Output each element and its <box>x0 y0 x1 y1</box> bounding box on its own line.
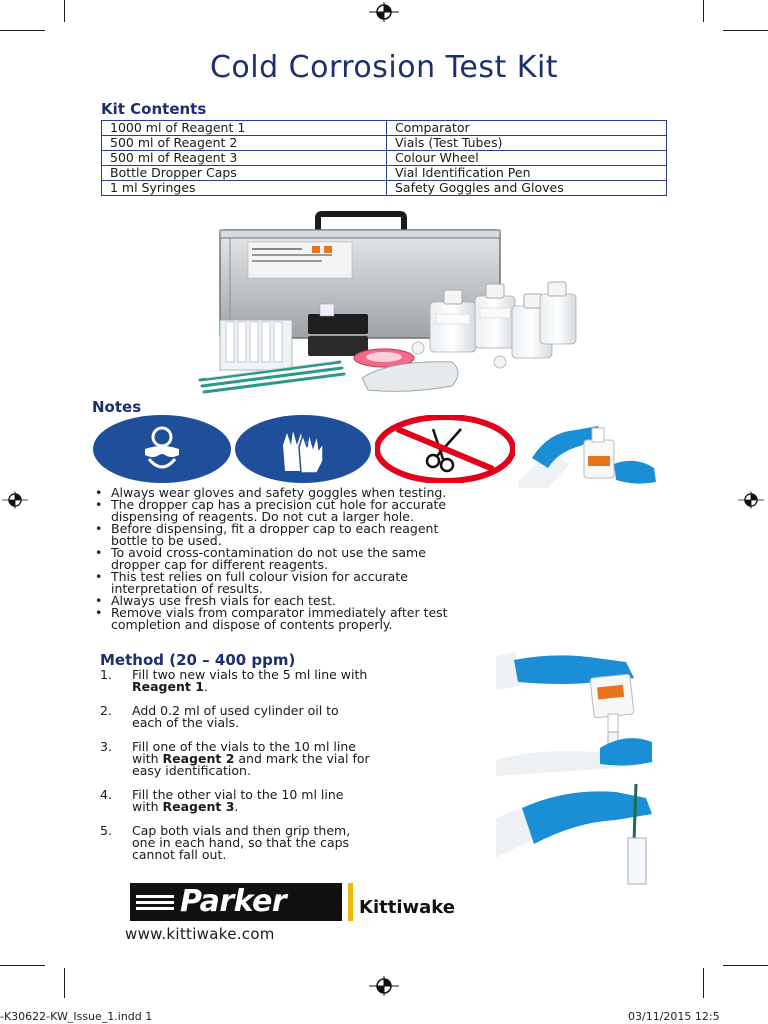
step-line: Fill the other vial to the 10 ml line <box>132 787 344 802</box>
crop-mark <box>0 30 45 31</box>
page-title: Cold Corrosion Test Kit <box>209 50 559 85</box>
note-line: This test relies on full colour vision for accurate <box>111 569 408 584</box>
note-line: dispensing of reagents. Do not cut a larger hole. <box>111 509 414 524</box>
gloves-icon <box>235 415 371 483</box>
note-line: Always wear gloves and safety goggles when testing. <box>111 485 447 500</box>
step-line: Cap both vials and then grip them, <box>132 823 351 838</box>
pouring-reagent-photo <box>496 652 656 776</box>
crosshair-icon <box>369 976 399 996</box>
step-text: with <box>132 799 163 814</box>
footer-filename: -K30622-KW_Issue_1.indd 1 <box>0 1010 153 1023</box>
step-line: easy identification. <box>132 763 251 778</box>
crop-mark <box>723 965 768 966</box>
bullet: • <box>95 485 103 500</box>
note-line: completion and dispose of contents properly. <box>111 617 393 632</box>
note-line: dropper cap for different reagents. <box>111 557 328 572</box>
crosshair-icon <box>738 490 764 510</box>
table-cell: 1 ml Syringes <box>102 181 387 196</box>
table-cell: 1000 ml of Reagent 1 <box>102 121 387 136</box>
step-line: Fill two new vials to the 5 ml line with <box>132 667 368 682</box>
crosshair-icon <box>369 2 399 22</box>
step-text: each of the vials. <box>132 715 240 730</box>
syringe-vial-photo <box>496 778 656 888</box>
list-item <box>100 705 485 741</box>
crop-mark <box>703 968 704 998</box>
note-line: To avoid cross-contamination do not use the same <box>111 545 426 560</box>
kit-contents-heading: Kit Contents <box>101 100 207 118</box>
table-cell: 500 ml of Reagent 2 <box>102 136 387 151</box>
dropper-bottle-photo <box>518 412 660 488</box>
reagent-name: Reagent 2 <box>162 751 235 766</box>
reagent-name: Reagent 3 <box>162 799 235 814</box>
parker-brand: Parker <box>180 884 287 919</box>
note-line: Remove vials from comparator immediately after test <box>111 605 448 620</box>
crop-mark <box>0 965 45 966</box>
bullet: • <box>95 497 103 512</box>
notes-list <box>95 487 655 631</box>
bullet: • <box>95 521 103 536</box>
website-url[interactable]: www.kittiwake.com <box>125 925 275 943</box>
step-number: 1. <box>100 667 112 682</box>
bullet: • <box>95 605 103 620</box>
no-scissors-icon <box>375 415 515 483</box>
step-number: 3. <box>100 739 112 754</box>
note-line: Always use fresh vials for each test. <box>111 593 336 608</box>
footer-timestamp: 03/11/2015 12:5 <box>628 1010 720 1023</box>
method-heading: Method (20 – 400 ppm) <box>100 651 296 669</box>
crosshair-icon <box>2 490 28 510</box>
crop-mark <box>703 0 704 22</box>
logo-divider <box>348 883 353 921</box>
crop-mark <box>64 968 65 998</box>
step-text: and mark the vial for <box>234 751 370 766</box>
step-number: 4. <box>100 787 112 802</box>
step-number: 2. <box>100 703 112 718</box>
bullet: • <box>95 569 103 584</box>
table-row <box>102 181 667 196</box>
method-steps <box>100 669 485 861</box>
list-item <box>100 825 485 861</box>
kit-photo <box>190 210 580 400</box>
list-item <box>100 669 485 705</box>
goggles-icon <box>93 415 231 483</box>
kit-contents-table <box>101 120 667 196</box>
table-cell: 500 ml of Reagent 3 <box>102 151 387 166</box>
list-item <box>95 571 655 595</box>
note-line: The dropper cap has a precision cut hole for accurate <box>111 497 447 512</box>
parker-logo <box>130 883 342 921</box>
step-number: 5. <box>100 823 112 838</box>
table-cell: Bottle Dropper Caps <box>102 166 387 181</box>
step-line: Add 0.2 ml of used cylinder oil to <box>132 703 339 718</box>
list-item <box>100 789 485 825</box>
parker-logo-mark <box>136 893 176 911</box>
table-cell: Colour Wheel <box>387 151 667 166</box>
list-item <box>95 523 655 547</box>
list-item <box>95 499 655 523</box>
step-line: cannot fall out. <box>132 847 227 862</box>
note-line: bottle to be used. <box>111 533 222 548</box>
bullet: • <box>95 545 103 560</box>
table-row <box>102 166 667 181</box>
note-line: Before dispensing, fit a dropper cap to each reagent <box>111 521 439 536</box>
kittiwake-brand: Kittiwake <box>359 897 455 918</box>
list-item <box>95 607 655 631</box>
list-item <box>100 741 485 789</box>
step-text: . <box>203 679 208 694</box>
step-line: Fill one of the vials to the 10 ml line <box>132 739 356 754</box>
table-cell: Vials (Test Tubes) <box>387 136 667 151</box>
list-item <box>95 547 655 571</box>
crop-mark <box>64 0 65 22</box>
table-row <box>102 121 667 136</box>
table-cell: Comparator <box>387 121 667 136</box>
table-cell: Safety Goggles and Gloves <box>387 181 667 196</box>
step-text: with <box>132 751 163 766</box>
bullet: • <box>95 593 103 608</box>
note-line: interpretation of results. <box>111 581 263 596</box>
table-row <box>102 136 667 151</box>
table-row <box>102 151 667 166</box>
crop-mark <box>723 30 768 31</box>
notes-heading: Notes <box>92 398 142 416</box>
table-cell: Vial Identification Pen <box>387 166 667 181</box>
step-text: one in each hand, so that the caps <box>132 835 350 850</box>
step-text: . <box>234 799 239 814</box>
reagent-name: Reagent 1 <box>132 679 204 694</box>
